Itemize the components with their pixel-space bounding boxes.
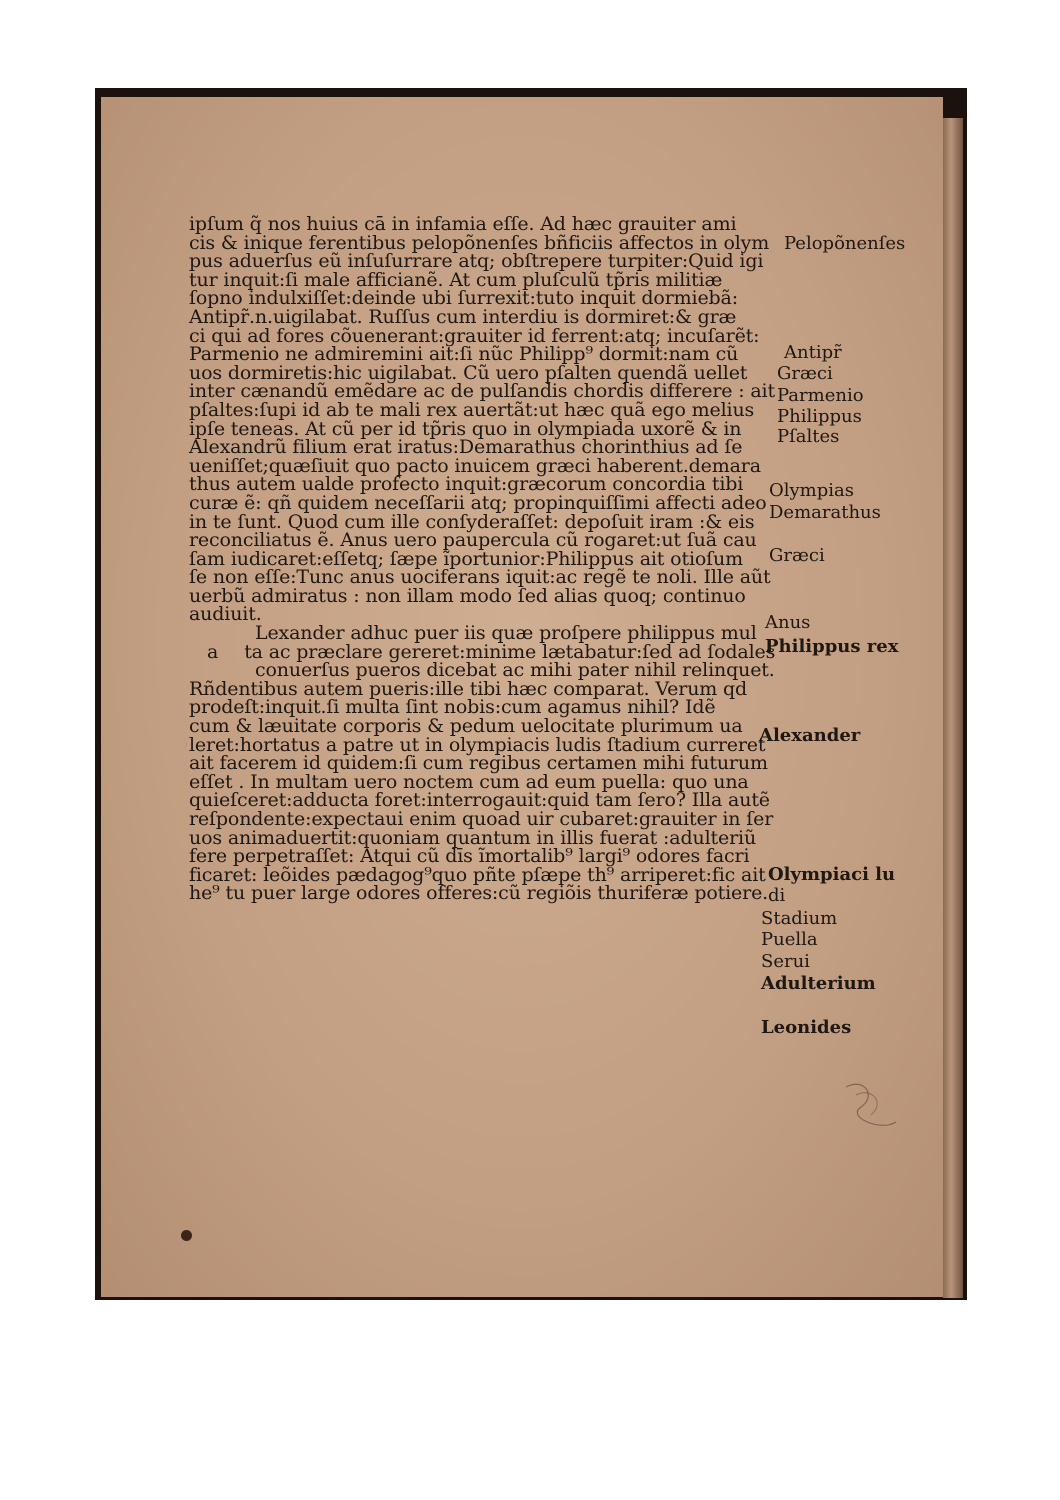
text-line: audiuit. — [189, 603, 262, 626]
margin-note: Alexander — [759, 725, 861, 746]
margin-note: di — [768, 885, 786, 906]
text-line: conuerſus pueros dicebat ac mihi pater nihil relinquet. — [255, 659, 775, 682]
text-line: Alexandrũ filium erat iratus:Demarathus chorinthius ad ſe — [189, 436, 743, 459]
text-line: uos dormiretis:hic uigilabat. Cũ uero pſalten quendã uellet — [189, 361, 748, 384]
text-line: curæ ẽ: qñ quidem neceſſarii atq; propinquiſſimi affecti adeo — [189, 491, 767, 514]
margin-note: Philippus rex — [765, 636, 899, 657]
text-line: ci qui ad fores cõuenerant:grauiter id ferrent:atq; incuſarẽt: — [189, 324, 760, 347]
margin-note: Parmenio — [777, 385, 864, 406]
text-line: he⁹ tu puer large odores offeres:cũ regiõis thuriferæ potiere. — [189, 882, 769, 905]
text-line: Antipr̃.n.uigilabat. Ruſſus cum interdiu is dormiret:& græ — [189, 305, 737, 328]
page-edge-shadow — [943, 118, 963, 1298]
ink-spot — [181, 1230, 192, 1241]
text-line-content: ta ac præclare gereret:minime lætabatur:ſed ad ſodales — [244, 640, 776, 663]
margin-note: Antipr̃ — [784, 342, 842, 363]
text-line: tur inquit:ſi male afficianẽ. At cum pluſculũ tp̃ris militiæ — [189, 268, 723, 291]
text-line: prodeſt:inquit.ſi multa ſint nobis:cum agamus nihil? Idẽ — [189, 696, 716, 719]
book-page — [101, 97, 943, 1297]
margin-note: Anus — [765, 612, 811, 633]
margin-note: Serui — [761, 951, 810, 972]
text-line: ipſum q̃ nos huius cā in infamia eſſe. Ad hæc grauiter ami — [189, 213, 737, 235]
text-line: ait facerem id quidem:ſi cum regibus certamen mihi futurum — [189, 752, 768, 775]
margin-note: Leonides — [761, 1017, 852, 1038]
margin-note: Philippus — [777, 406, 862, 427]
text-line: cis & inique ferentibus pelopõnenſes bñficiis affectos in olym — [189, 231, 770, 254]
text-line: in te ſunt. Quod cum ille conſyderaſſet: depoſuit iram :& eis — [189, 510, 755, 533]
text-line: ficaret: leõides pædagog⁹quo pñte pſæpe th⁹ arriperet:fic ait — [189, 863, 766, 886]
text-line: cum & læuitate corporis & pedum uelocitate plurimum ua — [189, 715, 743, 738]
margin-note: Demarathus — [769, 502, 881, 523]
margin-note: Græci — [777, 363, 833, 384]
text-line: Rñdentibus autem pueris:ille tibi hæc comparat. Verum qd — [189, 677, 748, 700]
margin-note: Pelopõnenſes — [784, 233, 906, 254]
ownership-stamp-mark — [836, 1077, 906, 1137]
text-line: quieſceret:adducta foret:interrogauit:quid tam ſero? Illa autẽ — [189, 789, 770, 812]
text-line: leret:hortatus a patre ut in olympiacis ludis ſtadium curreret — [189, 733, 766, 756]
scanned-page-backing — [95, 88, 967, 1300]
text-line: uos animaduertit:quoniam quantum in illis fuerat :adulteriũ — [189, 826, 757, 849]
text-line: ſe non eſſe:Tunc anus uociferans iquit:ac regẽ te noli. Ille aũt — [189, 566, 771, 589]
margin-note: Olympias — [769, 480, 854, 501]
text-line: Parmenio ne admiremini ait:ſi nũc Philipp⁹ dormit:nam cũ — [189, 343, 739, 366]
text-line: eſſet . In multam uero noctem cum ad eum puella: quo una — [189, 770, 749, 793]
margin-note: Puella — [761, 929, 818, 950]
margin-note: Adulterium — [761, 973, 876, 994]
marginalia-column — [101, 97, 943, 1297]
text-line: ſopno indulxiſſet:deinde ubi ſurrexit:tuto inquit dormiebã: — [189, 287, 738, 310]
text-line: thus autem ualde profecto inquit:græcorum concordia tibi — [189, 473, 744, 496]
text-line: fere perpetraſſet: Atqui cũ dīs ĩmortalib⁹ largi⁹ odores facri — [189, 845, 750, 868]
drop-initial-guide: a — [207, 640, 219, 663]
text-line: ipſe teneas. At cũ per id tp̃ris quo in olympiada uxorẽ & in — [189, 417, 742, 440]
text-line: Lexander adhuc puer iis quæ proſpere philippus mul — [255, 622, 757, 645]
margin-note: Stadium — [761, 908, 838, 929]
text-line: pus aduerſus eũ inſuſurrare atq; obſtrepere turpiter:Quid igi — [189, 250, 764, 273]
text-line: ueniſſet;quæſiuit quo pacto inuicem græci haberent.demara — [189, 454, 761, 477]
text-line: uerbũ admiratus : non illam modo ſed alias quoq; continuo — [189, 584, 746, 607]
text-line: pſaltes:ſupi id ab te mali rex auertãt:ut hæc quã ego melius — [189, 398, 755, 421]
margin-note: Græci — [769, 545, 825, 566]
text-line: inter cænandũ emẽdare ac de pulſandis chordis differere : ait — [189, 380, 775, 403]
text-line: reſpondente:expectaui enim quoad uir cubaret:grauiter in ſer — [189, 808, 774, 830]
margin-note: Pſaltes — [777, 426, 840, 447]
text-line: ſam iudicaret:eſſetq; ſæpe ĩportunior:Philippus ait otioſum — [189, 547, 744, 570]
margin-note: Olympiaci lu — [768, 864, 896, 885]
text-line: reconciliatus ẽ. Anus uero paupercula cũ rogaret:ut ſuã cau — [189, 529, 757, 552]
